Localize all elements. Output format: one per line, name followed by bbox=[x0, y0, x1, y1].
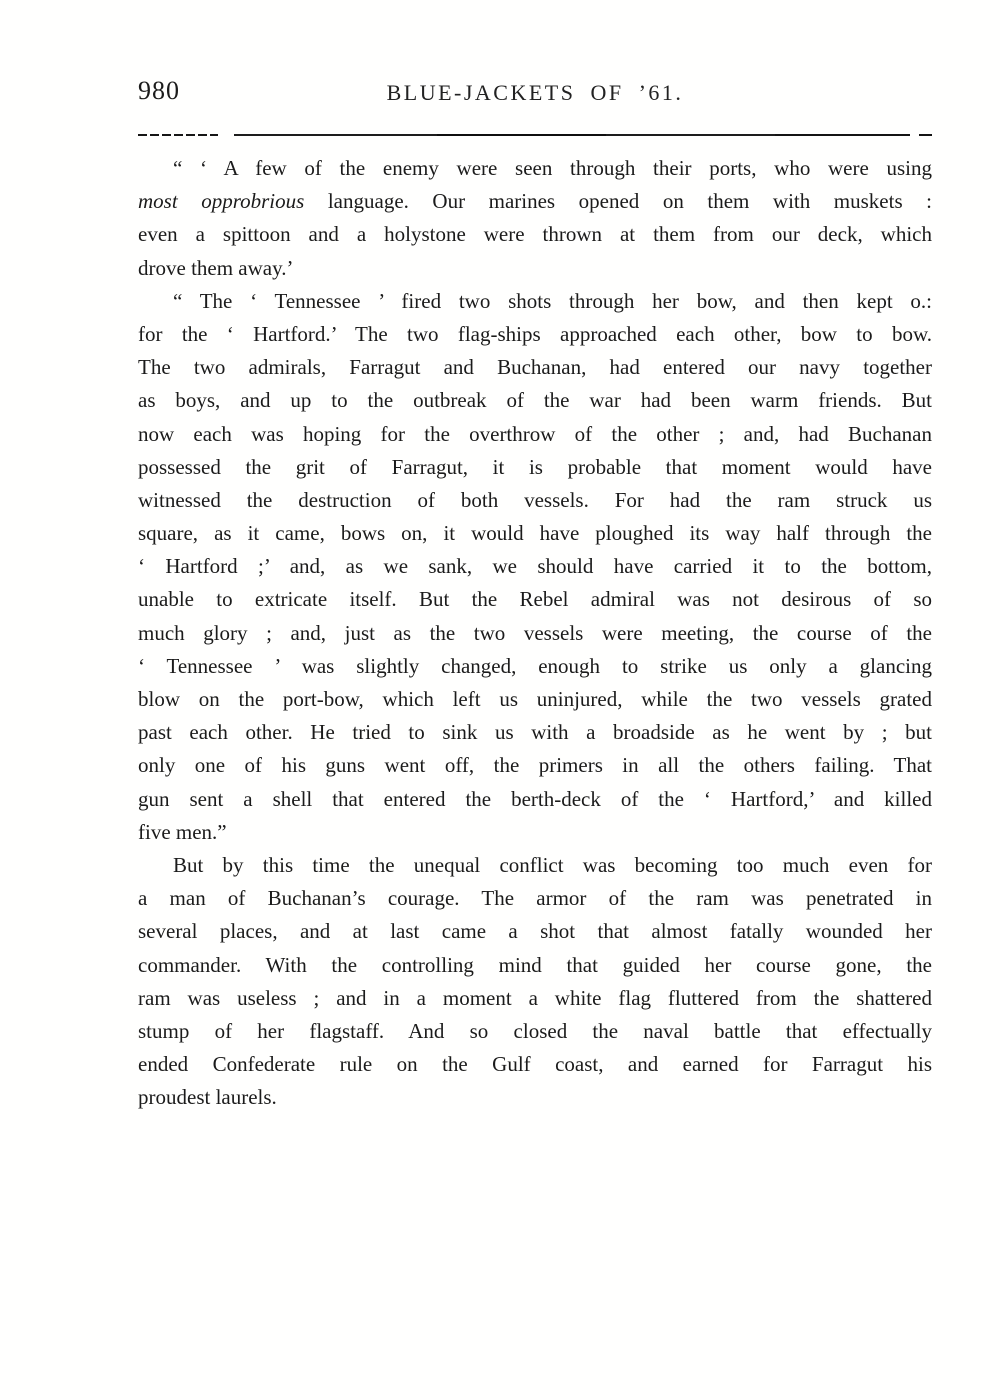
text-line bbox=[138, 351, 932, 384]
body-text: language. Our marines opened on them with muskets : bbox=[304, 189, 932, 214]
body-text: even a spittoon and a holystone were thrown at them from our deck, which bbox=[138, 222, 932, 247]
body-text: for the ‘ Hartford.’ The two flag-ships approached each other, bow to bow. bbox=[138, 321, 932, 346]
body-text: square, as it came, bows on, it would have ploughed its way half through the bbox=[138, 521, 932, 546]
text-line bbox=[138, 218, 932, 251]
text-line bbox=[138, 550, 932, 583]
text-line bbox=[138, 617, 932, 650]
text-line bbox=[138, 384, 932, 417]
body-text: stump of her flagstaff. And so closed the naval battle that effectually bbox=[138, 1018, 932, 1043]
header-rule-segment bbox=[919, 134, 932, 136]
text-line bbox=[138, 152, 932, 185]
text-line bbox=[138, 650, 932, 683]
running-title: BLUE-JACKETS OF ’61. bbox=[386, 80, 684, 105]
text-line bbox=[138, 749, 932, 782]
text-line bbox=[138, 915, 932, 948]
text-line bbox=[138, 949, 932, 982]
text-line bbox=[138, 1015, 932, 1048]
body-text: possessed the grit of Farragut, it is probable that moment would have bbox=[138, 454, 932, 479]
text-line bbox=[138, 783, 932, 816]
text-line bbox=[138, 683, 932, 716]
text-line bbox=[138, 982, 932, 1015]
body-text: unable to extricate itself. But the Rebel admiral was not desirous of so bbox=[138, 587, 932, 612]
body-text: ‘ Hartford ;’ and, as we sank, we should have carried it to the bottom, bbox=[138, 554, 932, 579]
body-text: “ The ‘ Tennessee ’ fired two shots through her bow, and then kept o.: bbox=[173, 288, 932, 313]
body-text: gun sent a shell that entered the berth-deck of the ‘ Hartford,’ and killed bbox=[138, 786, 932, 811]
header-rule-segment bbox=[138, 134, 218, 136]
body-text: But by this time the unequal conflict was becoming too much even for bbox=[173, 852, 932, 877]
body-text: now each was hoping for the overthrow of the other ; and, had Buchanan bbox=[138, 421, 932, 446]
header-rule-segment bbox=[234, 134, 910, 136]
body-text: past each other. He tried to sink us with a broadside as he went by ; but bbox=[138, 720, 932, 745]
text-line bbox=[138, 318, 932, 351]
header-rule bbox=[138, 133, 932, 136]
text-line bbox=[138, 1081, 932, 1114]
body-text: proudest laurels. bbox=[138, 1085, 277, 1110]
page-number: 980 bbox=[138, 76, 180, 105]
body-text: commander. With the controlling mind that guided her course gone, the bbox=[138, 952, 932, 977]
text-line bbox=[138, 1048, 932, 1081]
text-line bbox=[138, 882, 932, 915]
body-text: The two admirals, Farragut and Buchanan, had entered our navy together bbox=[138, 355, 932, 380]
body-text: drove them away.’ bbox=[138, 255, 294, 280]
body-text: five men.” bbox=[138, 819, 227, 844]
text-line bbox=[138, 252, 932, 285]
text-line bbox=[138, 418, 932, 451]
italic-text: most opprobrious bbox=[138, 189, 305, 214]
body-text: witnessed the destruction of both vessels. For had the ram struck us bbox=[138, 487, 932, 512]
text-line bbox=[138, 285, 932, 318]
text-line bbox=[138, 517, 932, 550]
body-text: “ ‘ A few of the enemy were seen through their ports, who were using bbox=[173, 156, 932, 180]
page-header bbox=[138, 0, 932, 114]
body-text: ram was useless ; and in a moment a white flag fluttered from the shattered bbox=[138, 985, 932, 1010]
body-text: only one of his guns went off, the primers in all the others failing. That bbox=[138, 753, 932, 778]
body-text: as boys, and up to the outbreak of the war had been warm friends. But bbox=[138, 388, 932, 413]
text-line bbox=[138, 451, 932, 484]
body-text: ended Confederate rule on the Gulf coast, and earned for Farragut his bbox=[138, 1052, 932, 1077]
text-line bbox=[138, 484, 932, 517]
body-text: a man of Buchanan’s courage. The armor of the ram was penetrated in bbox=[138, 886, 932, 911]
text-line bbox=[138, 583, 932, 616]
page-body bbox=[138, 152, 932, 1114]
text-line bbox=[138, 716, 932, 749]
text-line bbox=[138, 185, 932, 218]
body-text: much glory ; and, just as the two vessels were meeting, the course of the bbox=[138, 620, 932, 645]
body-text: ‘ Tennessee ’ was slightly changed, enough to strike us only a glancing bbox=[138, 653, 932, 678]
text-line bbox=[138, 849, 932, 882]
text-line bbox=[138, 816, 932, 849]
body-text: several places, and at last came a shot that almost fatally wounded her bbox=[138, 919, 932, 944]
body-text: blow on the port-bow, which left us uninjured, while the two vessels grated bbox=[138, 687, 932, 711]
text-block bbox=[138, 0, 932, 1114]
